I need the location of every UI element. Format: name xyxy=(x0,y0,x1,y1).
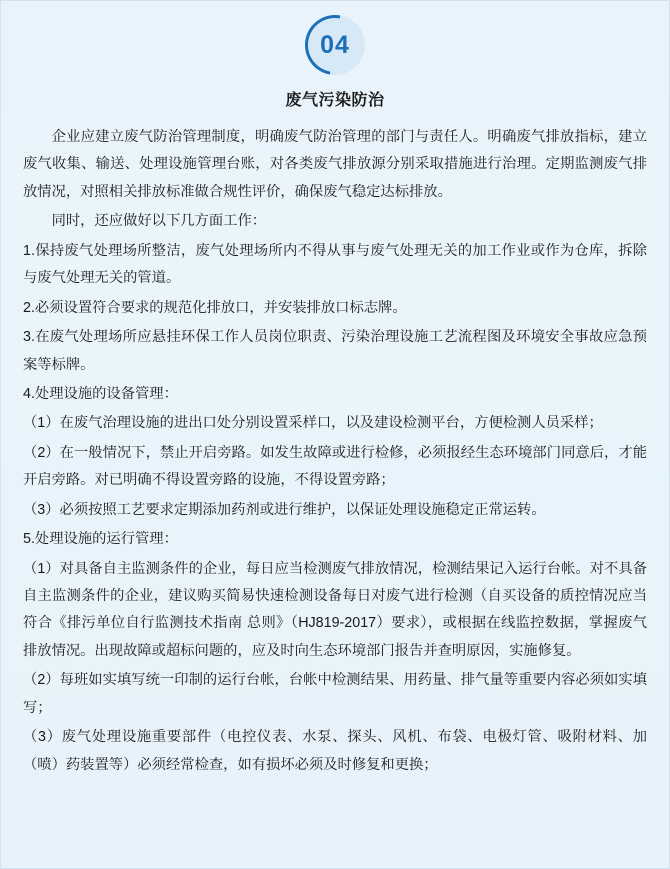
paragraph: （3）废气处理设施重要部件（电控仪表、水泵、探头、风机、布袋、电极灯管、吸附材料、加（喷）药装置等）必须经常检查，如有损坏必须及时修复和更换； xyxy=(23,729,647,773)
paragraph: 4.处理设施的设备管理： xyxy=(23,385,178,402)
paragraph: 5.处理设施的运行管理： xyxy=(23,531,178,548)
page-title: 废气污染防治 xyxy=(285,92,385,109)
paragraph: 1.保持废气处理场所整洁，废气处理场所内不得从事与废气处理无关的加工作业或作为仓库，拆除与废气处理无关的管道。 xyxy=(23,242,647,287)
section-number-badge xyxy=(305,15,365,75)
paragraph: 同时，还应做好以下几方面工作： xyxy=(51,213,267,230)
paragraph: （1）在废气治理设施的进出口处分别设置采样口，以及建设检测平台，方便检测人员采样； xyxy=(23,415,603,432)
paragraph: （2）在一般情况下，禁止开启旁路。如发生故障或进行检修，必须报经生态环境部门同意后，才能开启旁路。对已明确不得设置旁路的设施，不得设置旁路； xyxy=(23,444,647,489)
document-body xyxy=(1,124,669,779)
section-badge-area xyxy=(1,1,669,87)
section-number: 04 xyxy=(320,31,350,59)
paragraph: 2.必须设置符合要求的规范化排放口，并安装排放口标志牌。 xyxy=(23,299,407,316)
paragraph: 企业应建立废气防治管理制度，明确废气防治管理的部门与责任人。明确废气排放指标，建立废气收集、输送、处理设施管理台账，对各类废气排放源分别采取措施进行治理。定期监测废气排放情况，对照相关排放标准做合规性评价，确保废气稳定达标排放。 xyxy=(23,129,647,200)
paragraph: （2）每班如实填写统一印制的运行台帐，台帐中检测结果、用药量、排气量等重要内容必须如实填写； xyxy=(23,672,647,716)
paragraph: （1）对具备自主监测条件的企业，每日应当检测废气排放情况，检测结果记入运行台帐。对不具备自主监测条件的企业，建议购买简易快速检测设备每日对废气进行检测（自买设备的质控情况应当符合《排污单位自行监测技术指南 总则》（HJ819-2017）要求），或根据在线监控数据，掌握废气排放情况。出现故障或超标问题的，应及时向生态环境部门报告并查明原因，实施修复。 xyxy=(23,560,647,659)
paragraph: （3）必须按照工艺要求定期添加药剂或进行维护，以保证处理设施稳定正常运转。 xyxy=(23,501,546,518)
paragraph: 3.在废气处理场所应悬挂环保工作人员岗位职责、污染治理设施工艺流程图及环境安全事故应急预案等标牌。 xyxy=(23,329,647,373)
